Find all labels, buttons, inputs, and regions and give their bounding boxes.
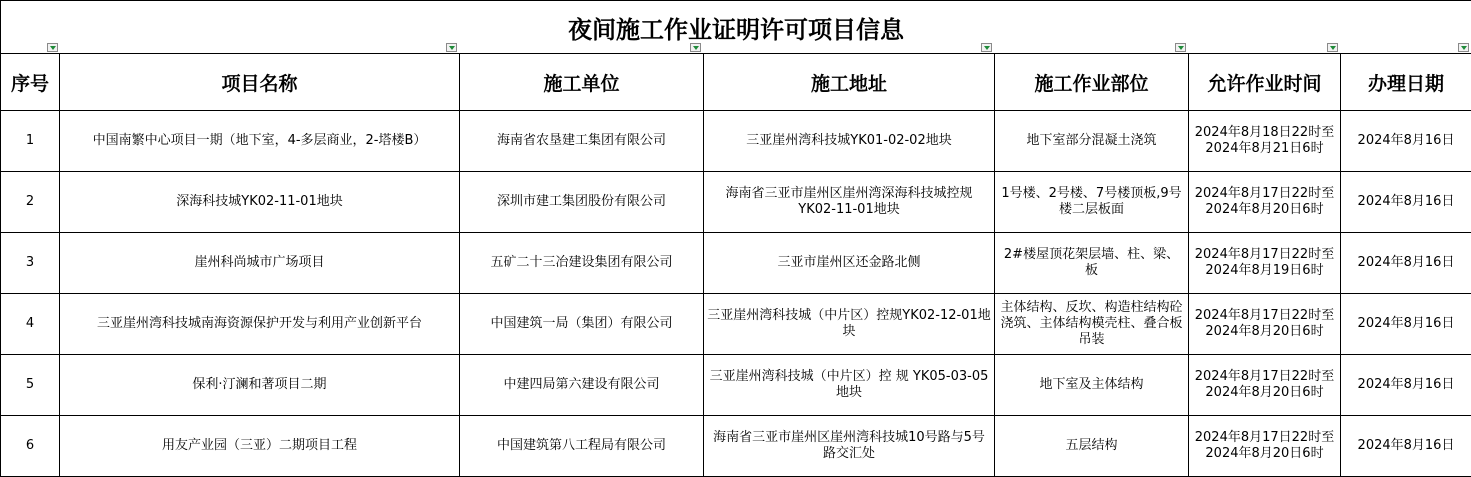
cell-date[interactable]: 2024年8月16日	[1341, 416, 1471, 477]
table-row	[1, 355, 1471, 416]
cell-address[interactable]: 海南省三亚市崖州区崖州湾科技城10号路与5号路交汇处	[704, 416, 995, 477]
cell-date[interactable]: 2024年8月16日	[1341, 355, 1471, 416]
cell-unit[interactable]: 五矿二十三冶建设集团有限公司	[460, 233, 704, 294]
cell-date[interactable]: 2024年8月16日	[1341, 111, 1471, 172]
title-row	[1, 1, 1471, 54]
filter-dropdown-icon[interactable]	[981, 43, 992, 52]
cell-time[interactable]: 2024年8月17日22时至2024年8月20日6时	[1189, 355, 1341, 416]
cell-name[interactable]: 三亚崖州湾科技城南海资源保护开发与利用产业创新平台	[60, 294, 460, 355]
cell-name[interactable]: 崖州科尚城市广场项目	[60, 233, 460, 294]
cell-date[interactable]: 2024年8月16日	[1341, 233, 1471, 294]
table-row	[1, 233, 1471, 294]
cell-address[interactable]: 三亚崖州湾科技城（中片区）控 规 YK05-03-05 地块	[704, 355, 995, 416]
column-header-part[interactable]: 施工作业部位	[995, 54, 1189, 111]
table-row	[1, 294, 1471, 355]
cell-no[interactable]: 5	[1, 355, 60, 416]
cell-unit[interactable]: 中国建筑第八工程局有限公司	[460, 416, 704, 477]
cell-address[interactable]: 海南省三亚市崖州区崖州湾深海科技城控规YK02-11-01地块	[704, 172, 995, 233]
cell-unit[interactable]: 中建四局第六建设有限公司	[460, 355, 704, 416]
cell-no[interactable]: 4	[1, 294, 60, 355]
sheet-title: 夜间施工作业证明许可项目信息	[568, 16, 904, 44]
cell-no[interactable]: 1	[1, 111, 60, 172]
filter-dropdown-icon[interactable]	[690, 43, 701, 52]
cell-part[interactable]: 地下室部分混凝土浇筑	[995, 111, 1189, 172]
table-row	[1, 416, 1471, 477]
cell-name[interactable]: 用友产业园（三亚）二期项目工程	[60, 416, 460, 477]
cell-name[interactable]: 中国南繁中心项目一期（地下室，4-多层商业，2-塔楼B）	[60, 111, 460, 172]
column-header-date[interactable]: 办理日期	[1341, 54, 1471, 111]
column-header-address[interactable]: 施工地址	[704, 54, 995, 111]
cell-date[interactable]: 2024年8月16日	[1341, 172, 1471, 233]
filter-dropdown-icon[interactable]	[1175, 43, 1186, 52]
column-header-unit[interactable]: 施工单位	[460, 54, 704, 111]
cell-address[interactable]: 三亚崖州湾科技城YK01-02-02地块	[704, 111, 995, 172]
cell-part[interactable]: 五层结构	[995, 416, 1189, 477]
cell-name[interactable]: 深海科技城YK02-11-01地块	[60, 172, 460, 233]
cell-time[interactable]: 2024年8月18日22时至2024年8月21日6时	[1189, 111, 1341, 172]
column-header-name[interactable]: 项目名称	[60, 54, 460, 111]
cell-time[interactable]: 2024年8月17日22时至2024年8月20日6时	[1189, 294, 1341, 355]
title-cell	[1, 1, 1471, 54]
cell-address[interactable]: 三亚市崖州区还金路北侧	[704, 233, 995, 294]
filter-dropdown-icon[interactable]	[1458, 43, 1469, 52]
cell-address[interactable]: 三亚崖州湾科技城（中片区）控规YK02-12-01地块	[704, 294, 995, 355]
cell-part[interactable]: 地下室及主体结构	[995, 355, 1189, 416]
header-row	[1, 54, 1471, 111]
cell-time[interactable]: 2024年8月17日22时至2024年8月20日6时	[1189, 172, 1341, 233]
filter-dropdown-icon[interactable]	[1327, 43, 1338, 52]
cell-unit[interactable]: 海南省农垦建工集团有限公司	[460, 111, 704, 172]
column-header-time[interactable]: 允许作业时间	[1189, 54, 1341, 111]
cell-time[interactable]: 2024年8月17日22时至2024年8月20日6时	[1189, 416, 1341, 477]
cell-no[interactable]: 3	[1, 233, 60, 294]
cell-date[interactable]: 2024年8月16日	[1341, 294, 1471, 355]
column-header-no[interactable]: 序号	[1, 54, 60, 111]
cell-part[interactable]: 1号楼、2号楼、7号楼顶板,9号楼二层板面	[995, 172, 1189, 233]
table-row	[1, 111, 1471, 172]
cell-part[interactable]: 主体结构、反坎、构造柱结构砼浇筑、主体结构模壳柱、叠合板吊装	[995, 294, 1189, 355]
cell-unit[interactable]: 中国建筑一局（集团）有限公司	[460, 294, 704, 355]
cell-no[interactable]: 2	[1, 172, 60, 233]
filter-dropdown-icon[interactable]	[446, 43, 457, 52]
cell-unit[interactable]: 深圳市建工集团股份有限公司	[460, 172, 704, 233]
cell-name[interactable]: 保利·汀澜和著项目二期	[60, 355, 460, 416]
cell-time[interactable]: 2024年8月17日22时至2024年8月19日6时	[1189, 233, 1341, 294]
cell-part[interactable]: 2#楼屋顶花架层墙、柱、梁、板	[995, 233, 1189, 294]
table-row	[1, 172, 1471, 233]
filter-dropdown-icon[interactable]	[47, 43, 58, 52]
cell-no[interactable]: 6	[1, 416, 60, 477]
